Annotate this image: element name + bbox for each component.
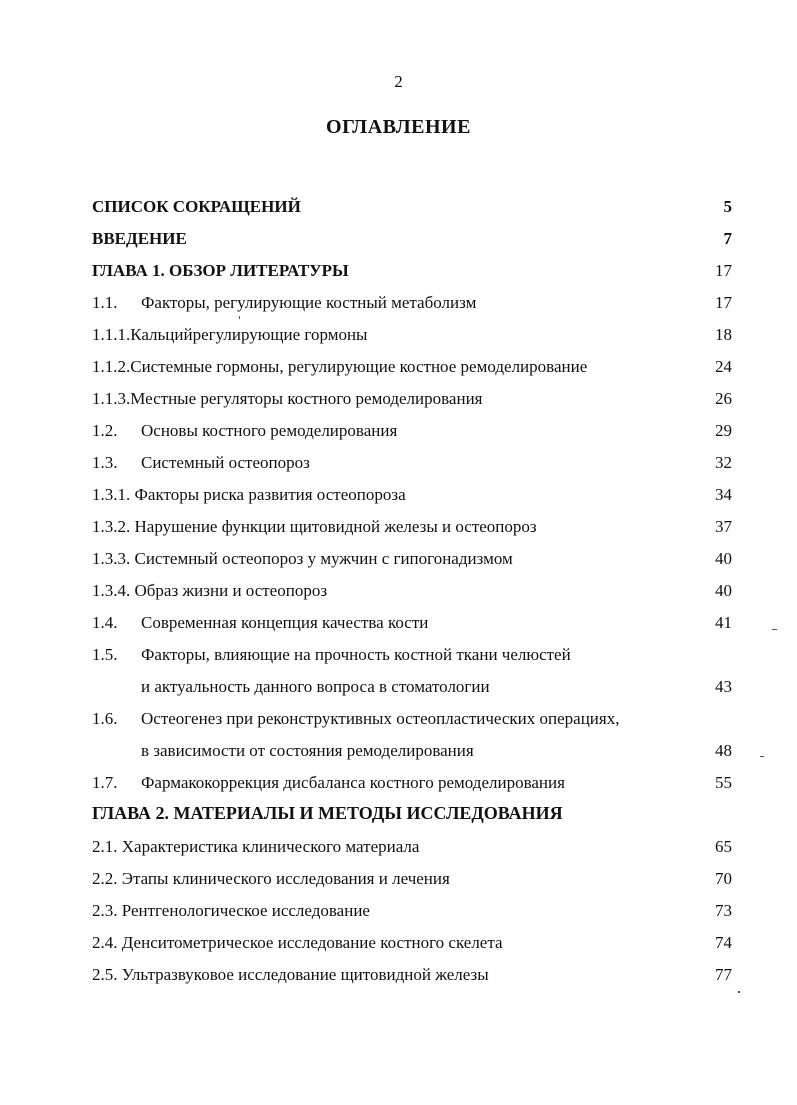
toc-entry-page: 32 [715, 453, 732, 472]
toc-entry-title: Остеогенез при реконструктивных остеопластических операциях, [141, 709, 620, 728]
scan-speck [772, 629, 777, 630]
toc-entry-title: Фармакокоррекция дисбаланса костного ремоделирования [141, 773, 565, 792]
toc-entry-title: 1.1.1.Кальцийрегулирующие гормоны [92, 325, 368, 344]
toc-entry-title: 2.3. Рентгенологическое исследование [92, 901, 370, 920]
toc-entry-number: 1.6. [92, 709, 118, 728]
toc-entry-page: 74 [715, 933, 732, 952]
toc-entry-title: СПИСОК СОКРАЩЕНИЙ [92, 197, 301, 216]
toc-entry-page: 34 [715, 485, 732, 504]
toc-entry-title: и актуальность данного вопроса в стоматологии [141, 677, 490, 696]
toc-row [92, 798, 732, 828]
toc-row [92, 896, 732, 926]
toc-entry-title: Основы костного ремоделирования [141, 421, 398, 440]
toc-entry-title: 2.5. Ультразвуковое исследование щитовидной железы [92, 965, 489, 984]
toc-entry-page: 77 [715, 965, 732, 984]
toc-entry-title: Современная концепция качества кости [141, 613, 429, 632]
toc-entry-page: 73 [715, 901, 732, 920]
toc-entry-page: 70 [715, 869, 732, 888]
toc-entry-page: 29 [715, 421, 732, 440]
toc-entry-title: 1.3.4. Образ жизни и остеопороз [92, 581, 328, 600]
toc-entry-title: 1.3.1. Факторы риска развития остеопороза [92, 485, 406, 504]
toc-entry-number: 1.4. [92, 613, 118, 632]
toc-row [92, 576, 732, 606]
toc-row [92, 224, 732, 254]
toc-entry-page: 43 [715, 677, 732, 696]
toc-entry-title: ГЛАВА 1. ОБЗОР ЛИТЕРАТУРЫ [92, 261, 349, 280]
toc-row [92, 928, 732, 958]
toc-entry-title: в зависимости от состояния ремоделирования [141, 741, 474, 760]
toc-entry-page: 7 [723, 229, 732, 248]
toc-entry-title: Факторы, регулирующие костный метаболизм [141, 293, 477, 312]
toc-entry-page: 18 [715, 325, 732, 344]
toc-entry-title: 2.2. Этапы клинического исследования и лечения [92, 869, 450, 888]
toc-entry-number: 1.3. [92, 453, 118, 472]
scan-speck [738, 991, 740, 993]
toc-entry-title: Системный остеопороз [141, 453, 310, 472]
toc-entry-page: 65 [715, 837, 732, 856]
toc-row [92, 512, 732, 542]
toc-entry-title: 2.4. Денситометрическое исследование костного скелета [92, 933, 503, 952]
toc-entry-title: 2.1. Характеристика клинического материала [92, 837, 420, 856]
toc-entry-page: 41 [715, 613, 732, 632]
toc-entry-title: 1.3.3. Системный остеопороз у мужчин с гипогонадизмом [92, 549, 513, 568]
toc-entry-title: ВВЕДЕНИЕ [92, 229, 187, 248]
toc-row [92, 672, 732, 702]
toc-entry-page: 40 [715, 581, 732, 600]
toc-row [92, 736, 732, 766]
scan-speck [239, 316, 240, 319]
toc-entry-page: 26 [715, 389, 732, 408]
toc-entry-number: 1.1. [92, 293, 118, 312]
toc-row [92, 704, 732, 734]
toc-row [92, 768, 732, 798]
toc-row [92, 544, 732, 574]
toc-entry-page: 17 [715, 293, 732, 312]
toc-row [92, 960, 732, 990]
toc-entry-page: 5 [723, 197, 732, 216]
toc-row [92, 416, 732, 446]
toc-entry-title: ГЛАВА 2. МАТЕРИАЛЫ И МЕТОДЫ ИССЛЕДОВАНИЯ [92, 803, 563, 823]
toc-entry-number: 1.5. [92, 645, 118, 664]
toc-entry-number: 1.2. [92, 421, 118, 440]
toc-row [92, 864, 732, 894]
toc-entry-page: 55 [715, 773, 732, 792]
toc-row [92, 320, 732, 350]
toc-row [92, 608, 732, 638]
toc-row [92, 640, 732, 670]
page-number: 2 [394, 72, 403, 91]
toc-entry-page: 48 [715, 741, 732, 760]
toc-entry-page: 24 [715, 357, 732, 376]
toc-entry-page: 17 [715, 261, 732, 280]
toc-title: ОГЛАВЛЕНИЕ [326, 116, 471, 138]
toc-row [92, 352, 732, 382]
toc-entry-page: 40 [715, 549, 732, 568]
toc-row [92, 192, 732, 222]
toc-entry-title: Факторы, влияющие на прочность костной ткани челюстей [141, 645, 571, 664]
toc-row [92, 384, 732, 414]
toc-row [92, 448, 732, 478]
toc-entry-number: 1.7. [92, 773, 118, 792]
toc-entry-title: 1.3.2. Нарушение функции щитовидной железы и остеопороз [92, 517, 537, 536]
toc-entry-page: 37 [715, 517, 732, 536]
toc-entry-title: 1.1.3.Местные регуляторы костного ремоделирования [92, 389, 483, 408]
toc-entry-title: 1.1.2.Системные гормоны, регулирующие костное ремоделирование [92, 357, 588, 376]
toc-row [92, 256, 732, 286]
toc-row [92, 832, 732, 862]
scan-speck [760, 756, 764, 757]
toc-row [92, 480, 732, 510]
toc-row [92, 288, 732, 318]
